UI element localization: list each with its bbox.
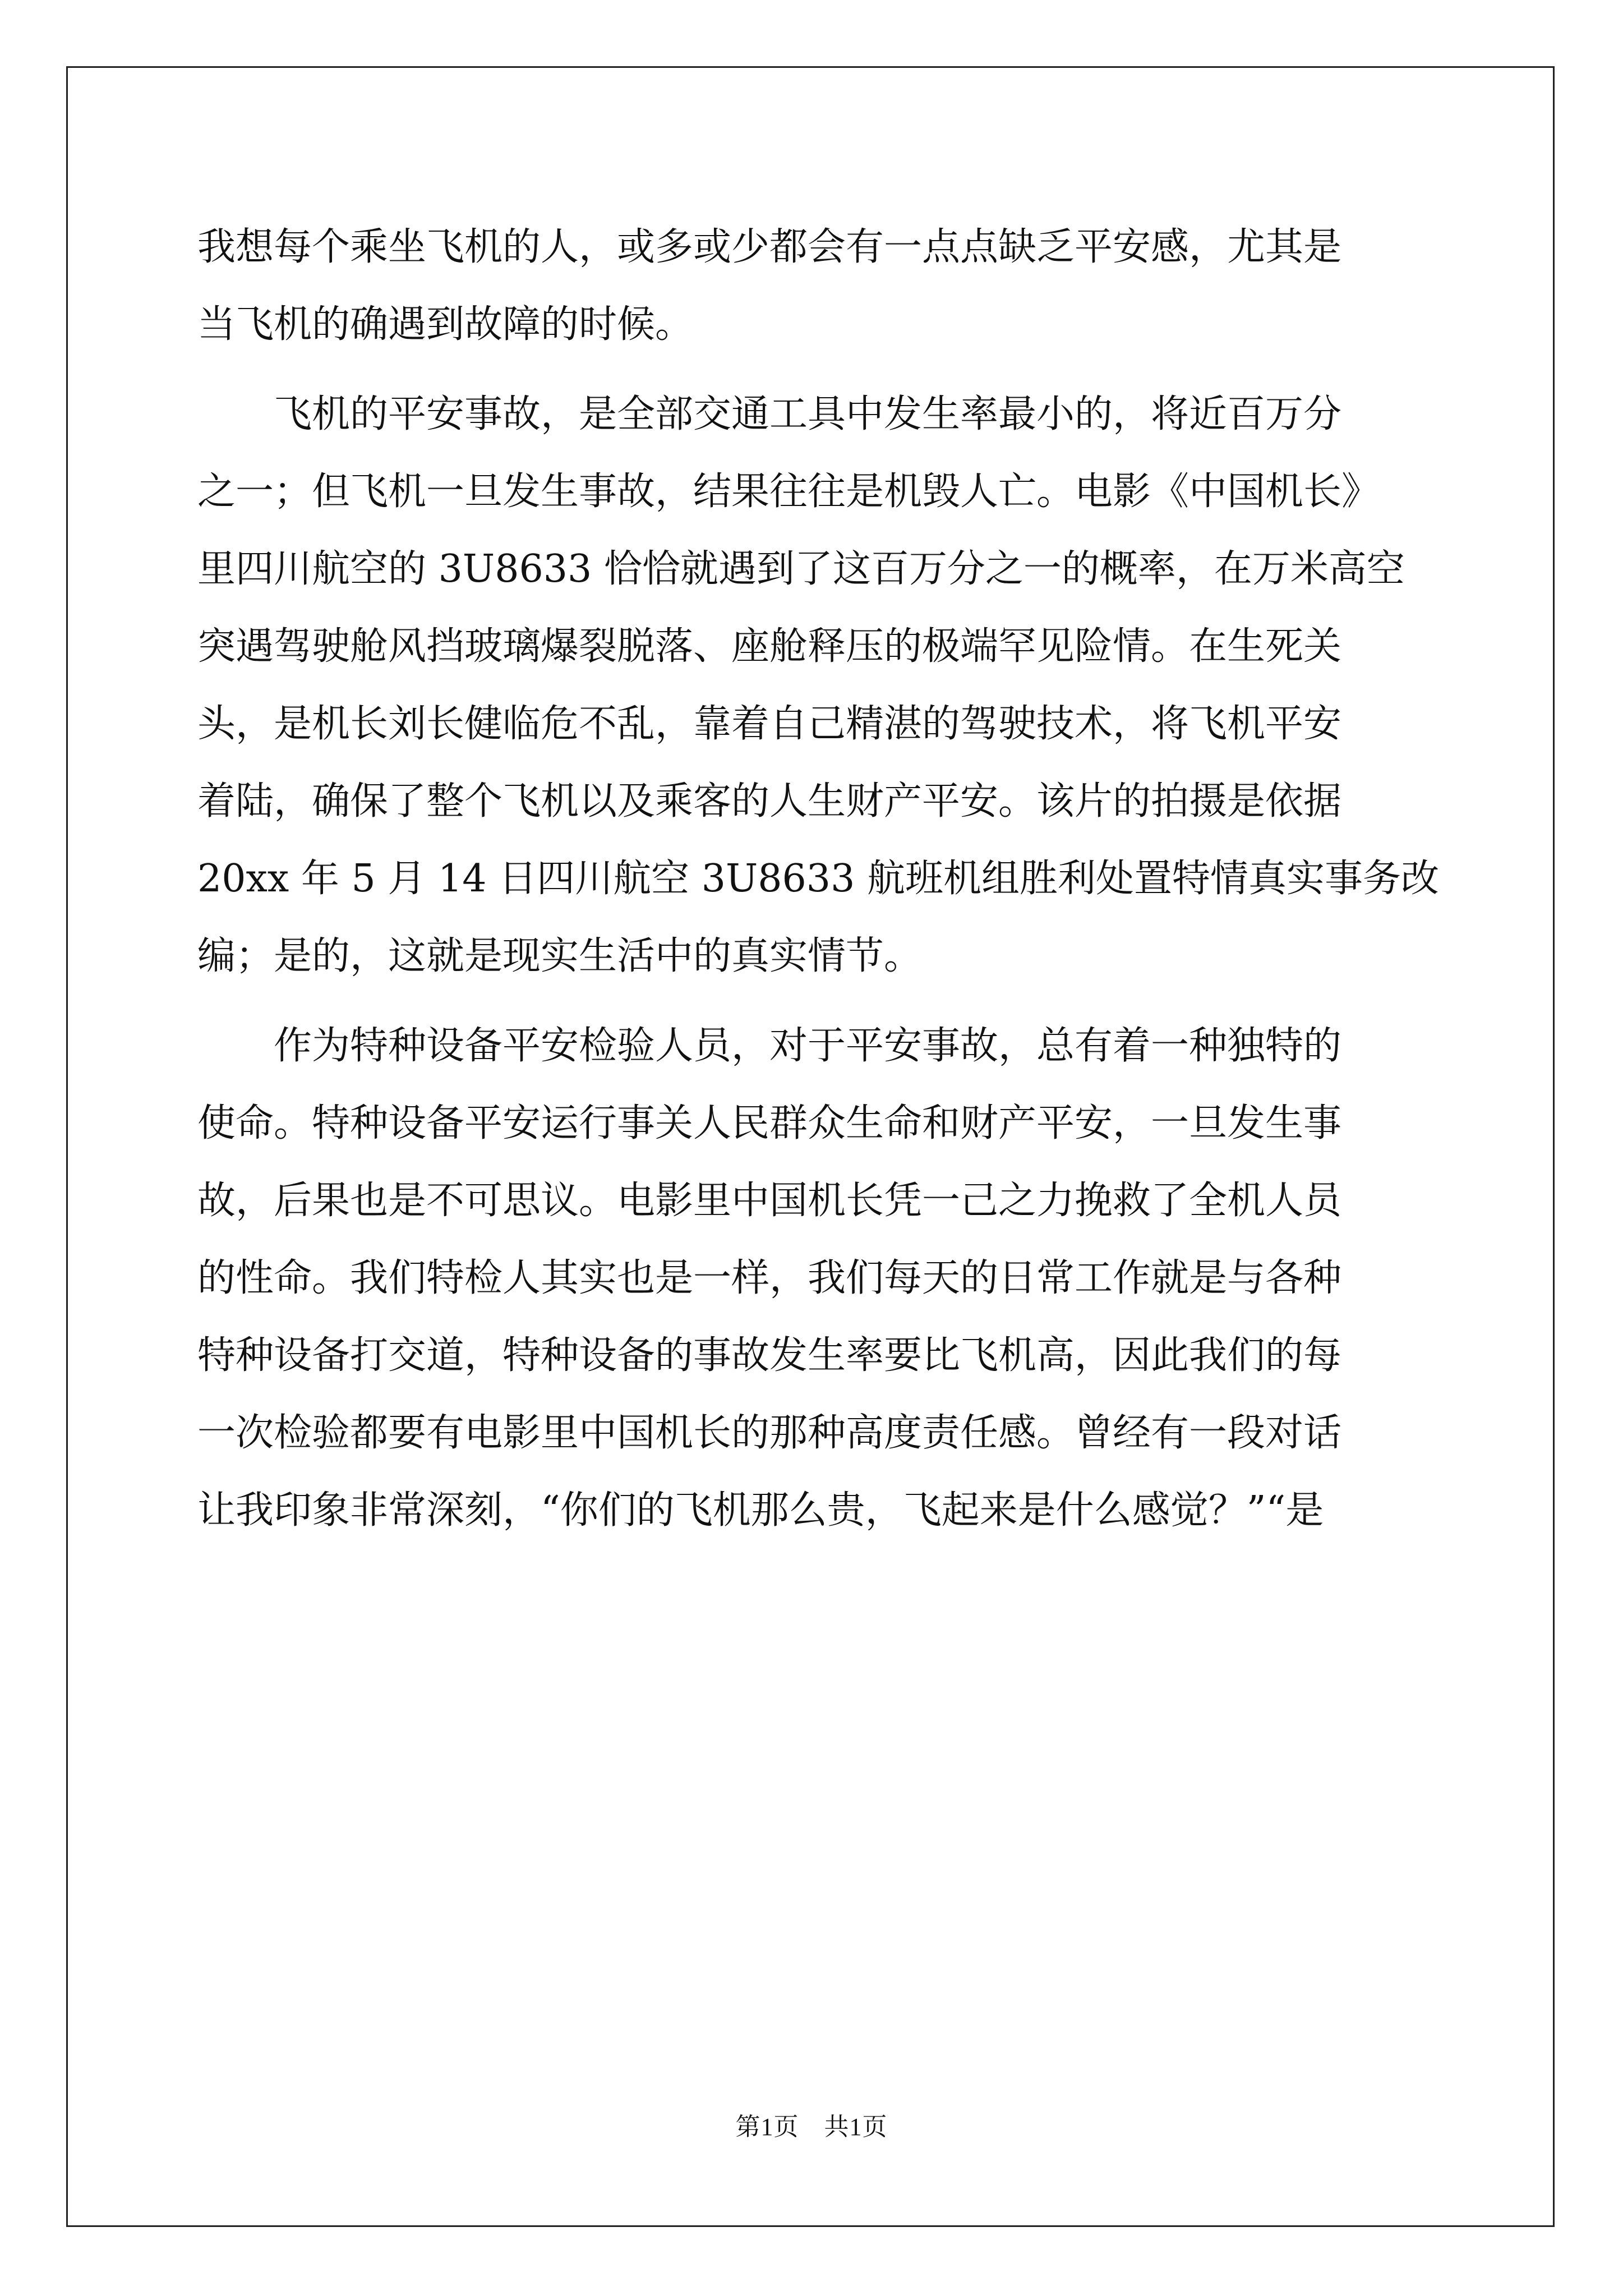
text-line: 突遇驾驶舱风挡玻璃爆裂脱落、座舱释压的极端罕见险情。在生死关 xyxy=(197,624,1342,669)
text-line: 当飞机的确遇到故障的时候。 xyxy=(197,302,694,347)
text-line: 故，后果也是不可思议。电影里中国机长凭一己之力挽救了全机人员 xyxy=(197,1179,1342,1223)
document-body xyxy=(197,209,1439,1549)
text-line: 让我印象非常深刻，“你们的飞机那么贵，飞起来是什么感觉？”“是 xyxy=(197,1488,1324,1533)
text-line: 里四川航空的 3U8633 恰恰就遇到了这百万分之一的概率，在万米高空 xyxy=(197,547,1405,591)
text-line: 头，是机长刘长健临危不乱，靠着自己精湛的驾驶技术，将飞机平安 xyxy=(197,702,1342,746)
text-line: 之一；但飞机一旦发生事故，结果往往是机毁人亡。电影《中国机长》 xyxy=(197,470,1380,514)
text-line: 我想每个乘坐飞机的人，或多或少都会有一点点缺乏平安感，尤其是 xyxy=(197,225,1342,269)
text-line: 着陆，确保了整个飞机以及乘客的人生财产平安。该片的拍摄是依据 xyxy=(197,779,1342,823)
page-footer: 第1页 共1页 xyxy=(735,2113,888,2141)
text-line: 的性命。我们特检人其实也是一样，我们每天的日常工作就是与各种 xyxy=(197,1256,1342,1300)
text-line: 使命。特种设备平安运行事关人民群众生命和财产平安，一旦发生事 xyxy=(197,1101,1342,1145)
text-line: 20xx 年 5 月 14 日四川航空 3U8633 航班机组胜利处置特情真实事务改 xyxy=(197,857,1439,901)
text-line: 作为特种设备平安检验人员，对于平安事故，总有着一种独特的 xyxy=(197,1024,1342,1068)
text-line: 飞机的平安事故，是全部交通工具中发生率最小的，将近百万分 xyxy=(197,392,1342,436)
text-line: 一次检验都要有电影里中国机长的那种高度责任感。曾经有一段对话 xyxy=(197,1411,1342,1455)
text-line: 特种设备打交道，特种设备的事故发生率要比飞机高，因此我们的每 xyxy=(197,1333,1342,1378)
text-line: 编；是的，这就是现实生活中的真实情节。 xyxy=(197,934,923,978)
